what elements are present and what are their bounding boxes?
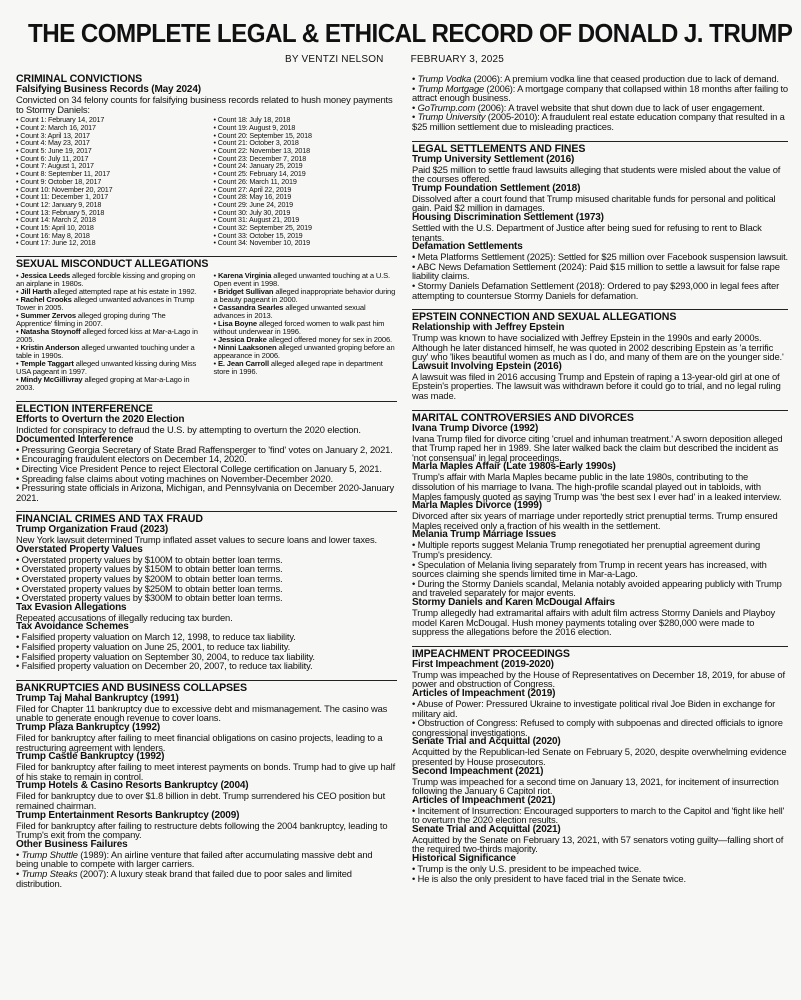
overstated-item: • Overstated property values by $300M to obtain better loan terms. — [16, 592, 283, 604]
impeach-sub3: Senate Trial and Acquittal (2020) — [412, 736, 561, 748]
other-failures-list-continued — [412, 74, 788, 132]
allegation-name: Mindy McGillivray — [20, 375, 83, 385]
count-item: • Count 18: July 18, 2018 — [213, 115, 291, 125]
settlement-title: Housing Discrimination Settlement (1973) — [412, 211, 604, 223]
allegation-name: Summer Zervos — [20, 311, 76, 321]
count-item: • Count 4: May 23, 2017 — [16, 138, 90, 148]
historical-item: • Trump is the only U.S. president to be impeached twice. — [412, 863, 642, 875]
financial-sub4: Tax Avoidance Schemes — [16, 621, 129, 633]
allegation-name: Temple Taggart — [20, 359, 74, 369]
article-item: • Incitement of Insurrection: Encouraged supporters to march to the Capitol and 'fight like hell' to overturn the 2020 election results. — [412, 804, 785, 826]
bankruptcy-title: Trump Plaza Bankruptcy (1992) — [16, 722, 161, 734]
author: BY VENTZI NELSON — [285, 54, 384, 65]
bankruptcy-title: Trump Hotels & Casino Resorts Bankruptcy (2004) — [16, 780, 249, 792]
impeach-p3: Acquitted by the Republican-led Senate on February 5, 2020, despite overwhelming evidence presented by House prosecutors. — [412, 746, 787, 767]
count-item: • Count 17: June 12, 2018 — [16, 238, 96, 248]
overstated-item: • Overstated property values by $200M to obtain better loan terms. — [16, 573, 283, 585]
impeach-sub6: Senate Trial and Acquittal (2021) — [412, 823, 561, 835]
failure: • GoTrump.com (2006): A travel website that shut down due to lack of user engagement. — [412, 101, 765, 113]
financial-heading: FINANCIAL CRIMES AND TAX FRAUD — [16, 511, 397, 525]
allegation-name: E. Jean Carroll — [217, 359, 269, 369]
allegation: • Bridget Sullivan alleged inappropriate behavior during a beauty pageant in 2000. — [213, 287, 396, 305]
election-heading: ELECTION INTERFERENCE — [16, 401, 397, 415]
count-item: • Count 30: July 30, 2019 — [213, 207, 291, 217]
overstated-item: • Overstated property values by $250M to obtain better loan terms. — [16, 582, 283, 594]
right-column — [412, 74, 788, 883]
count-item: • Count 19: August 9, 2018 — [213, 122, 296, 132]
bankruptcy-text: Filed for bankruptcy after failing to meet financial obligations on casino projects, leading to a restructuring agreement with lenders. — [16, 732, 383, 753]
count-item: • Count 29: June 24, 2019 — [213, 199, 293, 209]
marital-list — [412, 424, 788, 531]
stormy-heading: Stormy Daniels and Karen McDougal Affairs — [412, 596, 615, 608]
allegation-name: Kristin Anderson — [20, 343, 80, 353]
failure-text: (1989): An airline venture that failed after accumulating massive debt and being unable to compete with larger carriers. — [16, 848, 373, 870]
allegation: • E. Jean Carroll alleged alleged rape in department store in 1996. — [213, 359, 383, 377]
count-item: • Count 33: October 15, 2019 — [213, 230, 303, 240]
failure-name: Trump Vodka — [417, 73, 472, 84]
allegation-text: alleged offered money for sex in 2006. — [266, 335, 392, 345]
count-item: • Count 7: August 1, 2017 — [16, 161, 94, 171]
financial-sub3: Tax Evasion Allegations — [16, 601, 127, 613]
failure: • Trump Mortgage (2006): A mortgage company that collapsed within 18 months after failing to attract enough business. — [412, 82, 788, 104]
marital-title: Ivana Trump Divorce (1992) — [412, 422, 539, 434]
sexual-heading: SEXUAL MISCONDUCT ALLEGATIONS — [16, 256, 397, 270]
failure-text: (2005-2010): A fraudulent real estate education company that resulted in a $25 million settlement due to misleading practices. — [412, 111, 785, 132]
counts-list — [16, 116, 397, 247]
count-item: • Count 34: November 10, 2019 — [213, 238, 310, 248]
count-item: • Count 3: April 13, 2017 — [16, 130, 90, 140]
settlements-heading: LEGAL SETTLEMENTS AND FINES — [412, 141, 788, 155]
impeach-heading: IMPEACHMENT PROCEEDINGS — [412, 646, 788, 660]
impeach-p6: Acquitted by the Senate on February 13, 2021, with 57 senators voting guilty—falling short of the required two-thirds majority. — [412, 833, 784, 855]
tax-avoidance-list — [16, 632, 397, 670]
count-item: • Count 28: May 16, 2019 — [213, 192, 292, 202]
count-item: • Count 6: July 11, 2017 — [16, 153, 89, 163]
count-item: • Count 27: April 22, 2019 — [213, 184, 292, 194]
count-item: • Count 9: October 18, 2017 — [16, 176, 102, 186]
count-item: • Count 14: March 2, 2018 — [16, 215, 96, 225]
page-title: THE COMPLETE LEGAL & ETHICAL RECORD OF DONALD J. TRUMP — [28, 18, 793, 48]
count-item: • Count 5: June 19, 2017 — [16, 146, 92, 155]
defamation-item: • Stormy Daniels Defamation Settlement (2018): Ordered to pay $293,000 in legal fees after attempting to countersue Stormy Daniels for defamation. — [412, 279, 780, 301]
allegation: • Summer Zervos alleged groping during 'The Apprentice' filming in 2007. — [16, 311, 166, 329]
financial-sub2: Overstated Property Values — [16, 543, 143, 555]
allegation: • Jill Harth alleged attempted rape at his estate in 1992. — [16, 287, 197, 297]
epstein-heading: EPSTEIN CONNECTION AND SEXUAL ALLEGATIONS — [412, 309, 788, 323]
allegation-name: Ninni Laaksonen — [217, 343, 277, 353]
allegations-column-a — [16, 272, 200, 392]
allegation-text: alleged inappropriate behavior during a beauty pageant in 2000. — [213, 287, 396, 305]
allegation-text: alleged unwanted groping before an appearance in 2006. — [213, 343, 395, 361]
defamation-heading: Defamation Settlements — [412, 241, 523, 253]
count-item: • Count 12: January 9, 2018 — [16, 199, 102, 209]
election-list — [16, 445, 397, 503]
allegation-text: alleged groping during 'The Apprentice' filming in 2007. — [16, 311, 166, 329]
byline — [285, 54, 528, 65]
article-item: • Obstruction of Congress: Refused to comply with subpoenas and directed officials to ignore congressional investigations. — [412, 717, 783, 738]
melania-item: • Speculation of Melania living separately from Trump in recent years has increased, with sources claiming she spends limited time in Mar-a-Lago. — [412, 558, 767, 580]
allegation-text: alleged unwanted advances in Trump Tower in 2005. — [16, 295, 195, 313]
election-item: • Directing Vice President Pence to reject Electoral College certification on January 5, 2021. — [16, 462, 382, 474]
count-item: • Count 13: February 5, 2018 — [16, 207, 105, 217]
count-item: • Count 21: October 3, 2018 — [213, 138, 299, 148]
counts-column-b — [214, 116, 398, 247]
allegation-name: Natasha Stoynoff — [20, 327, 81, 337]
allegation-name: Jill Harth — [20, 287, 52, 297]
failure-name: GoTrump.com — [417, 101, 476, 113]
count-item: • Count 32: September 25, 2019 — [213, 223, 312, 233]
election-item: • Pressuring state officials in Arizona, Michigan, and Pennsylvania on December 2020-January 2021. — [16, 482, 395, 503]
allegation: • Rachel Crooks alleged unwanted advances in Trump Tower in 2005. — [16, 295, 195, 313]
settlements-list — [412, 155, 788, 243]
allegation-name: Jessica Leeds — [20, 271, 71, 281]
marital-title: Marla Maples Divorce (1999) — [412, 500, 542, 512]
failure-name: Trump Shuttle — [21, 848, 78, 860]
marital-text: Trump's affair with Marla Maples became public in the late 1980s, contributing to the dissolution of his marriage to Ivana. The high-profile scandal played out in tabloids, with Maples famously quoted as saying Trump was 'the best sex I ever had' in a leaked interview. — [412, 471, 782, 502]
failure-text: (2006): A travel website that shut down due to lack of user engagement. — [475, 101, 765, 113]
article-item: • Abuse of Power: Pressured Ukraine to investigate political rival Joe Biden in exchange for military aid. — [412, 697, 776, 719]
count-item: • Count 8: September 11, 2017 — [16, 169, 110, 179]
count-item: • Count 16: May 8, 2018 — [16, 230, 90, 240]
defamation-item: • Meta Platforms Settlement (2025): Settled for $25 million over Facebook suspension lawsuit. — [412, 251, 788, 263]
allegation: • Ninni Laaksonen alleged unwanted groping before an appearance in 2006. — [213, 343, 395, 361]
failure-name: Trump Steaks — [21, 867, 78, 879]
other-failures-heading: Other Business Failures — [16, 838, 128, 850]
count-item: • Count 10: November 20, 2017 — [16, 184, 113, 194]
epstein-text: Trump was known to have socialized with Jeffrey Epstein in the 1990s and early 2000s. Although he later distanced himself, he was quoted in 2002 describing Epstein as 'a terrific guy' who 'likes beautiful women as much as I do, and many of them are on the younger side.' — [412, 332, 784, 363]
overstated-item: • Overstated property values by $100M to obtain better loan terms. — [16, 553, 283, 565]
melania-item: • Multiple reports suggest Melania Trump renegotiated her prenuptial agreement during Trump's presidency. — [412, 539, 761, 560]
financial-sub1: Trump Organization Fraud (2023) — [16, 524, 169, 536]
marital-title: Marla Maples Affair (Late 1980s-Early 1990s) — [412, 461, 616, 473]
bankruptcy-text: Filed for Chapter 11 bankruptcy due to excessive debt and mismanagement. The casino was unable to generate enough revenue to cover loans. — [16, 702, 388, 724]
historical-list — [412, 864, 788, 883]
allegation: • Lisa Boyne alleged forced women to walk past him without underwear in 1996. — [213, 319, 385, 337]
melania-heading: Melania Trump Marriage Issues — [412, 529, 557, 541]
allegation-text: alleged groping at Mar-a-Lago in 2003. — [16, 375, 190, 393]
stormy-text: Trump allegedly had extramarital affairs with adult film actress Stormy Daniels and Playboy model Karen McDougal. Hush money payments totaling over $280,000 were made to suppress the allegations before the 2016 election. — [412, 606, 776, 638]
failure: • Trump Steaks (2007): A luxury steak brand that failed due to poor sales and limited distribution. — [16, 867, 352, 889]
allegation-text: alleged forcible kissing and groping on an airplane in 1980s. — [16, 271, 196, 289]
criminal-heading: CRIMINAL CONVICTIONS — [16, 73, 143, 85]
impeach-sub4: Second Impeachment (2021) — [412, 765, 544, 777]
failure-text: (2006): A mortgage company that collapsed within 18 months after failing to attract enough business. — [412, 82, 788, 104]
allegation-name: Karena Virginia — [217, 271, 272, 281]
count-item: • Count 15: April 10, 2018 — [16, 223, 94, 233]
allegation: • Cassandra Searles alleged unwanted sexual advances in 2013. — [213, 303, 366, 321]
allegation: • Natasha Stoynoff alleged forced kiss at Mar-a-Lago in 2005. — [16, 327, 198, 345]
failure-text: (2006): A premium vodka line that ceased production due to lack of demand. — [471, 73, 779, 84]
settlement-text: Paid $25 million to settle fraud lawsuits alleging that students were misled about the value of the courses offered. — [412, 163, 781, 185]
financial-p3: Repeated accusations of illegally reducing tax burden. — [16, 611, 233, 623]
count-item: • Count 20: September 15, 2018 — [213, 130, 312, 140]
tax-item: • Falsified property valuation on December 20, 2007, to reduce tax liability. — [16, 660, 313, 672]
bankruptcy-title: Trump Entertainment Resorts Bankruptcy (2009) — [16, 809, 240, 821]
count-item: • Count 22: November 13, 2018 — [213, 146, 310, 155]
allegation: • Karena Virginia alleged unwanted touching at a U.S. Open event in 1998. — [213, 271, 391, 289]
allegation: • Mindy McGillivray alleged groping at Mar-a-Lago in 2003. — [16, 375, 190, 393]
impeach-sub1: First Impeachment (2019-2020) — [412, 658, 554, 670]
failure-text: (2007): A luxury steak brand that failed due to poor sales and limited distribution. — [16, 867, 352, 889]
allegation: • Temple Taggart alleged unwanted kissing during Miss USA pageant in 1997. — [16, 359, 197, 377]
melania-item: • During the Stormy Daniels scandal, Melania notably avoided appearing publicly with Trump and traveled separately for major events. — [412, 577, 782, 599]
failure: • Trump University (2005-2010): A fraudulent real estate education company that resulted in a $25 million settlement due to misleading practices. — [412, 111, 785, 132]
settlement-title: Trump Foundation Settlement (2018) — [412, 182, 581, 194]
allegation: • Jessica Leeds alleged forcible kissing and groping on an airplane in 1980s. — [16, 271, 196, 289]
marital-text: Ivana Trump filed for divorce citing 'cruel and inhuman treatment.' A sworn deposition alleged that Trump raped her in 1989. She later walked back the claim but described the incident as 'not consensual' in legal proceedings. — [412, 432, 783, 463]
other-failures-list — [16, 850, 397, 888]
election-sub1: Efforts to Overturn the 2020 Election — [16, 414, 185, 426]
settlement-title: Trump University Settlement (2016) — [412, 153, 575, 165]
allegation-name: Jessica Drake — [217, 335, 267, 345]
marital-heading: MARITAL CONTROVERSIES AND DIVORCES — [412, 410, 788, 424]
allegation-name: Lisa Boyne — [217, 319, 257, 329]
tax-item: • Falsified property valuation on June 25, 2001, to reduce tax liability. — [16, 641, 291, 653]
election-p1: Indicted for conspiracy to defraud the U.S. by attempting to overturn the 2020 election. — [16, 424, 361, 436]
bankrupt-heading: BANKRUPTCIES AND BUSINESS COLLAPSES — [16, 680, 397, 694]
criminal-intro: Convicted on 34 felony counts for falsifying business records related to hush money payments to Stormy Daniels: — [16, 94, 393, 115]
financial-p1: New York lawsuit determined Trump inflated asset values to secure loans and lower taxes. — [16, 534, 377, 546]
overstated-item: • Overstated property values by $150M to obtain better loan terms. — [16, 563, 283, 575]
count-item: • Count 25: February 14, 2019 — [213, 169, 306, 179]
allegation-text: alleged unwanted touching under a table in 1990s. — [16, 343, 195, 361]
impeach-p4: Trump was impeached for a second time on January 13, 2021, for incitement of insurrection following the January 6 Capitol riot. — [412, 775, 779, 797]
tax-item: • Falsified property valuation on September 30, 2004, to reduce tax liability. — [16, 650, 315, 662]
counts-column-a — [16, 116, 200, 247]
allegation-text: alleged unwanted touching at a U.S. Open event in 1998. — [213, 271, 391, 289]
allegations-list — [16, 272, 397, 392]
election-item: • Spreading false claims about voting machines on November-December 2020. — [16, 472, 333, 484]
election-item: • Encouraging fraudulent electors on December 14, 2020. — [16, 453, 247, 465]
bankruptcy-text: Filed for bankruptcy after failing to meet interest payments on bonds. Trump had to give up half of his stake to remain in control. — [16, 761, 396, 782]
impeach-sub7: Historical Significance — [412, 853, 516, 865]
tax-item: • Falsified property valuation on March 12, 1998, to reduce tax liability. — [16, 631, 296, 643]
articles-2019-list — [412, 699, 788, 737]
marital-text: Divorced after six years of marriage under reportedly strict prenuptial terms. Trump ensured Maples received only a fraction of his wealth in the settlement. — [412, 510, 778, 531]
allegation-name: Cassandra Searles — [217, 303, 284, 313]
failure-name: Trump Mortgage — [417, 82, 485, 94]
count-item: • Count 31: August 21, 2019 — [213, 215, 300, 225]
left-column — [16, 74, 397, 888]
epstein-title: Relationship with Jeffrey Epstein — [412, 322, 565, 334]
failure: • Trump Vodka (2006): A premium vodka line that ceased production due to lack of demand. — [412, 73, 779, 84]
impeach-sub2: Articles of Impeachment (2019) — [412, 687, 556, 699]
election-sub2: Documented Interference — [16, 433, 134, 445]
count-item: • Count 24: January 25, 2019 — [213, 161, 303, 171]
allegation-text: alleged alleged rape in department store in 1996. — [213, 359, 383, 377]
count-item: • Count 11: December 1, 2017 — [16, 192, 109, 202]
settlement-text: Settled with the U.S. Department of Justice after being sued for refusing to rent to Black tenants. — [412, 221, 762, 243]
historical-item: • He is also the only president to have faced trial in the Senate twice. — [412, 872, 686, 884]
overstated-list — [16, 555, 397, 603]
allegation-text: alleged unwanted sexual advances in 2013. — [213, 303, 366, 321]
allegation: • Kristin Anderson alleged unwanted touching under a table in 1990s. — [16, 343, 195, 361]
allegation-name: Rachel Crooks — [20, 295, 72, 305]
allegation-text: alleged forced kiss at Mar-a-Lago in 2005. — [16, 327, 198, 345]
criminal-subheading: Falsifying Business Records (May 2024) — [16, 84, 201, 95]
failure: • Trump Shuttle (1989): An airline venture that failed after accumulating massive debt and being unable to compete with larger carriers. — [16, 848, 373, 870]
impeach-sub5: Articles of Impeachment (2021) — [412, 794, 556, 806]
epstein-list — [412, 323, 788, 401]
bankruptcy-text: Filed for bankruptcy after failing to restructure debts following the 2004 bankruptcy, leading to Trump's exit from the company. — [16, 819, 388, 841]
impeach-p1: Trump was impeached by the House of Representatives on December 18, 2019, for abuse of power and obstruction of Congress. — [412, 668, 785, 690]
allegation-text: alleged forced women to walk past him without underwear in 1996. — [213, 319, 385, 337]
bankruptcy-title: Trump Castle Bankruptcy (1992) — [16, 751, 165, 763]
allegation-text: alleged unwanted kissing during Miss USA pageant in 1997. — [16, 359, 197, 377]
settlement-text: Dissolved after a court found that Trump misused charitable funds for personal and political gain. Paid $2 million in damages. — [412, 192, 776, 214]
epstein-title: Lawsuit Involving Epstein (2016) — [412, 360, 562, 372]
failure-name: Trump University — [417, 111, 486, 123]
allegation-text: alleged attempted rape at his estate in 1992. — [51, 287, 197, 297]
count-item: • Count 26: March 11, 2019 — [213, 176, 297, 186]
publish-date: FEBRUARY 3, 2025 — [410, 54, 505, 65]
melania-list — [412, 540, 788, 598]
allegations-column-b — [214, 272, 398, 392]
allegation-name: Bridget Sullivan — [217, 287, 274, 297]
bankruptcy-title: Trump Taj Mahal Bankruptcy (1991) — [16, 692, 179, 704]
defamation-list — [412, 252, 788, 300]
bankruptcy-list — [16, 694, 397, 840]
epstein-text: A lawsuit was filed in 2016 accusing Trump and Epstein of raping a 13-year-old girl at one of Epstein's properties. The lawsuit was withdrawn before it could go to trial, and no legal ruling was made. — [412, 370, 781, 402]
count-item: • Count 23: December 7, 2018 — [213, 153, 307, 163]
defamation-item: • ABC News Defamation Settlement (2024): Paid $15 million to settle a lawsuit for false rape liability claims. — [412, 260, 780, 282]
allegation: • Jessica Drake alleged offered money for sex in 2006. — [213, 335, 392, 345]
articles-2021-list — [412, 806, 788, 825]
count-item: • Count 2: March 16, 2017 — [16, 122, 96, 132]
bankruptcy-text: Filed for bankruptcy due to over $1.8 billion in debt. Trump surrendered his CEO position but remained chairman. — [16, 790, 386, 811]
election-item: • Pressuring Georgia Secretary of State Brad Raffensperger to 'find' votes on January 2, 2021. — [16, 443, 393, 455]
count-item: • Count 1: February 14, 2017 — [16, 115, 105, 125]
